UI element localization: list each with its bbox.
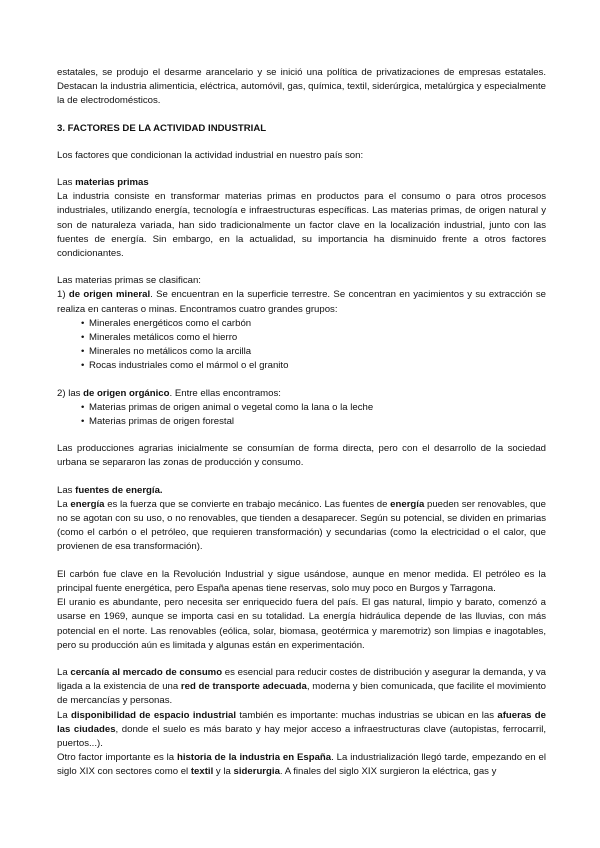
bold-text-run: disponibilidad de espacio industrial [70, 709, 237, 721]
section-title: 3. FACTORES DE LA ACTIVIDAD INDUSTRIAL [57, 122, 267, 134]
text-run: es la fuerza que se convierte en trabajo mecánico. Las fuentes de [104, 498, 391, 510]
list-item: • Minerales energéticos como el carbón [89, 317, 546, 331]
text-run: pueden ser renovables, que no se agotan con su uso, o no renovables, que tienden a desaparecer. Según su potencial, se dividen en primarias (como el carbón o el petróleo, que requieren transformación) y secundarias (como la electricidad o el calor, que provienen de esa transformación). [57, 498, 547, 553]
list-mineral [57, 317, 546, 374]
paragraph-origen-mineral [57, 288, 546, 316]
list-item: • Materias primas de origen forestal [89, 415, 546, 429]
text-run: Los factores que condicionan la actividad industrial en nuestro país son: [57, 149, 364, 161]
text-run: estatales, se produjo el desarme arancelario y se inició una política de privatizaciones de empresas estatales. Destacan la industria alimenticia, eléctrica, automóvil, gas, química, textil, siderúrgica, metalúrgica y especialmente la de electrodomésticos. [57, 67, 546, 107]
bold-text-run: afueras de las ciudades [57, 709, 546, 735]
paragraph-factors [57, 149, 546, 163]
heading-fuentes-energia [57, 484, 546, 498]
text-run: La [57, 666, 71, 678]
paragraph-energia [57, 498, 546, 555]
text-run: Las producciones agrarias inicialmente se consumían de forma directa, pero con el desarrollo de la sociedad urbana se separaron las zonas de producción y consumo. [57, 443, 546, 469]
text-run: 1) [57, 289, 69, 301]
text-run: Las materias primas se clasifican: [57, 275, 201, 287]
text-run: , moderna y bien comunicada, que facilite el movimiento de mercancías y personas. [57, 681, 546, 707]
text-run: y la [213, 766, 234, 778]
bold-text-run: textil [190, 766, 214, 778]
bold-text-run: materias primas [75, 177, 149, 189]
text-run: . Se encuentran en la superficie terrestre. Se concentran en yacimientos y su extracción se realiza en canteras o minas. Encontramos cuatro grandes grupos: [57, 289, 546, 315]
bold-text-run: energía [390, 498, 425, 510]
bold-text-run: energía [70, 498, 105, 510]
paragraph-espacio-industrial [57, 709, 546, 752]
list-item: • Materias primas de origen animal o vegetal como la lana o la leche [89, 401, 546, 415]
text-run: La industria consiste en transformar materias primas en productos para el consumo o para otros procesos industriales, utilizando energía, tecnología e infraestructuras específicas. Las materias primas, de origen natural y son de naturaleza variada, han sido tradicionalmente un factor clave en la localización industrial, junto con las fuentes de energía. Sin embargo, en la actualidad, su importancia ha disminuido frente a otros factores condicionantes. [57, 191, 546, 260]
paragraph-clasificacion [57, 274, 546, 288]
list-item: • Minerales no metálicos como la arcilla [89, 345, 546, 359]
bold-text-run: red de transporte adecuada [180, 681, 307, 693]
paragraph-materias-primas [57, 190, 546, 261]
bold-text-run: cercanía al mercado de consumo [70, 666, 223, 678]
text-run: El carbón fue clave en la Revolución Industrial y sigue usándose, aunque en menor medida. El petróleo es la principal fuente energética, pero España apenas tiene reservas, solo muy poco en Burgos y Tarragona. [57, 568, 546, 594]
text-run: 2) las [57, 387, 84, 399]
paragraph-origen-organico [57, 387, 546, 401]
text-run: . La industrialización llegó tarde, empezando en el siglo XIX con sectores como el [57, 752, 546, 778]
text-run: Las [57, 177, 76, 189]
bold-text-run: historia de la industria en España [177, 752, 332, 764]
text-run: . Entre ellas encontramos: [169, 387, 281, 399]
heading-materias-primas [57, 176, 546, 190]
paragraph-uranio [57, 596, 546, 653]
text-run: es esencial para reducir costes de distribución y asegurar la demanda, y va ligada a la existencia de una [57, 666, 546, 693]
text-run: La [57, 498, 71, 510]
list-item: • Rocas industriales como el mármol o el granito [89, 359, 546, 373]
paragraph-producciones [57, 442, 546, 470]
text-run: , donde el suelo es más barato y hay mejor acceso a infraestructuras clave (autopistas, ferrocarril, puertos...). [57, 723, 546, 749]
bold-text-run: de origen mineral [68, 289, 151, 301]
text-run: . A finales del siglo XIX surgieron la eléctrica, gas y [279, 766, 497, 778]
text-run: El uranio es abundante, pero necesita ser enriquecido fuera del país. El gas natural, limpio y barato, comenzó a usarse en 1969, aunque se importa casi en su totalidad. La energía hidráulica depende de las lluvias, con más potencial en el norte. Las renovables (eólica, solar, biomasa, geotérmica y maremotriz) son limpias e inagotables, pero su producción aún es limitada y algunas están en experimentación. [57, 597, 546, 651]
text-run: Otro factor importante es la [57, 752, 178, 764]
paragraph-intro [57, 66, 546, 109]
bold-text-run: siderurgia [233, 766, 280, 778]
text-run: Las [57, 484, 76, 496]
paragraph-historia-industria [57, 751, 546, 779]
text-run: también es importante: muchas industrias se ubican en las [236, 709, 498, 721]
paragraph-cercania-mercado [57, 666, 546, 709]
paragraph-carbon [57, 568, 546, 596]
list-item: • Minerales metálicos como el hierro [89, 331, 546, 345]
text-run: La [57, 709, 71, 721]
bold-text-run: de origen orgánico [83, 387, 170, 399]
bold-text-run: fuentes de energía. [75, 484, 163, 496]
list-organico [57, 401, 546, 429]
document-page [57, 66, 546, 780]
